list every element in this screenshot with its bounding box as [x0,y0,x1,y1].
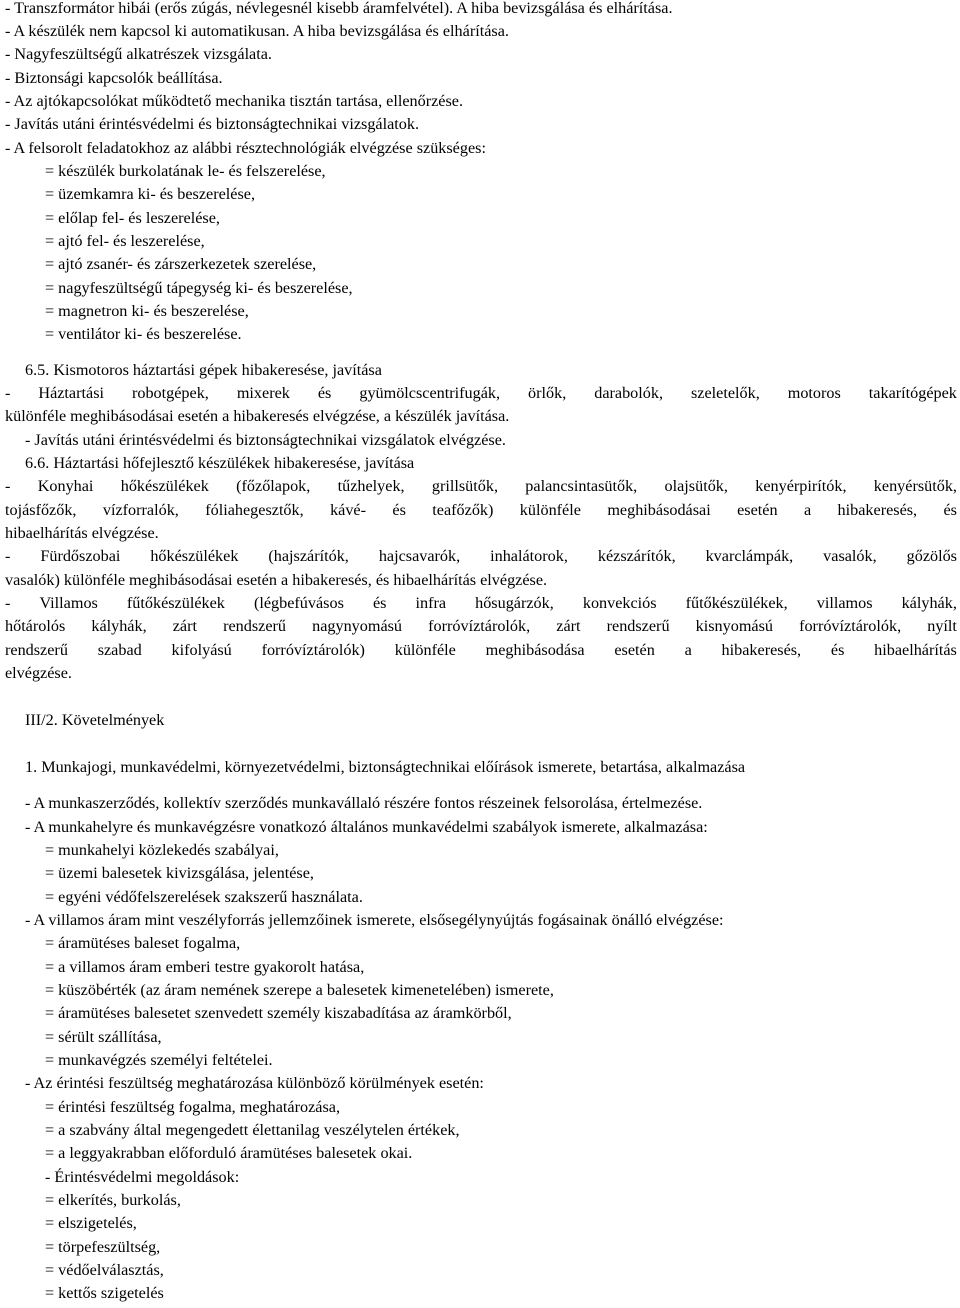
section-heading: 6.6. Háztartási hőfejlesztő készülékek hibakeresése, javítása [25,454,415,472]
word: meghibásodása [485,641,585,659]
list-item: = elkerítés, burkolás, [45,1191,181,1209]
list-item: = magnetron ki- és beszerelése, [45,302,249,320]
word: Konyhai [37,477,94,495]
text-line: - Az ajtókapcsolókat működtető mechanika tisztán tartása, ellenőrzése. [5,92,464,110]
word: kisnyomású [695,617,773,635]
list-item: = áramütéses baleset fogalma, [45,934,241,952]
justified-line [5,475,957,497]
word: palancsintasütők, [525,477,638,495]
word: kifolyású [171,641,232,659]
word: Villamos [39,594,98,612]
list-item: = készülék burkolatának le- és felszerelése, [45,162,326,180]
list-item: = a szabvány által megengedett élettanilag veszélytelen értékek, [45,1121,460,1139]
text-line: - Javítás utáni érintésvédelmi és biztonságtechnikai vizsgálatok elvégzése. [25,431,506,449]
word: és [392,501,406,519]
word: grillsütők, [431,477,498,495]
word: szabad [97,641,142,659]
word: hőkészülékek [150,547,239,565]
word: és [372,594,387,612]
text-line: - A munkahelyre és munkavégzésre vonatkozó általános munkavédelmi szabályok ismerete, alkalmazása: [25,818,708,836]
word: fóliahegesztők, [205,501,304,519]
word: és [830,641,845,659]
word: robotgépek, [131,384,209,402]
word: hibaelhárítás [874,641,957,659]
word: hajcsavarók, [378,547,461,565]
list-item: = a leggyakrabban előforduló áramütéses balesetek okai. [45,1144,413,1162]
word: forróvíztárolók, [428,617,531,635]
list-item: = kettős szigetelés [45,1284,164,1302]
list-item: = sérült szállítása, [45,1028,162,1046]
word: inhalátorok, [490,547,568,565]
word: rendszerű [606,617,670,635]
text-line: különféle meghibásodásai esetén a hibakeresés elvégzése, a készülék javítása. [5,407,510,425]
word: kenyérpirítók, [755,477,847,495]
word: a [684,641,692,659]
word: olajsütők, [664,477,728,495]
justified-line [5,615,957,637]
list-item: = munkahelyi közlekedés szabályai, [45,841,279,859]
word: rendszerű [223,617,287,635]
justified-line [5,382,957,404]
word: motoros [787,384,841,402]
word: kávé- [330,501,367,519]
list-item: = egyéni védőfelszerelések szakszerű használata. [45,888,363,906]
text-line: - A munkaszerződés, kollektív szerződés munkavállaló részére fontos részeinek felsorolása, értelmezése. [25,794,703,812]
word: Háztartási [38,384,104,402]
text-line: elvégzése. [5,664,72,682]
list-item: = munkavégzés személyi feltételei. [45,1051,273,1069]
word: (légbefúvásos [253,594,344,612]
word: tűzhelyek, [337,477,405,495]
word: zárt [556,617,581,635]
word: különféle [394,641,456,659]
text-line: - Transzformátor hibái (erős zúgás, névlegesnél kisebb áramfelvétel). A hiba bevizsgálása és elhárítása. [5,0,673,17]
word: gyümölcscentrifugák, [359,384,501,402]
word: kézszárítók, [597,547,676,565]
list-item: = ventilátor ki- és beszerelése. [45,325,242,343]
word: nyílt [927,617,957,635]
word: a [803,501,812,519]
word: infra [415,594,447,612]
text-line: - A villamos áram mint veszélyforrás jellemzőinek ismerete, elsősegélynyújtás fogásainak önálló elvégzése: [25,911,724,929]
word: zárt [172,617,197,635]
list-item: = üzemkamra ki- és beszerelése, [45,185,256,203]
list-item: = elszigetelés, [45,1214,137,1232]
word: vízforralók, [102,501,179,519]
section-heading: III/2. Követelmények [25,711,165,729]
list-item: = előlap fel- és leszerelése, [45,209,220,227]
word: szeletelők, [691,384,760,402]
word: (főzőlapok, [236,477,311,495]
word: és [317,384,332,402]
word: tojásfőzők, [5,501,77,519]
word: - [5,384,11,402]
word: kenyérsütők, [873,477,957,495]
word: fűtőkészülékek, [685,594,788,612]
text-line: - Biztonsági kapcsolók beállítása. [5,69,223,87]
justified-line [5,499,957,521]
list-item: = üzemi balesetek kivizsgálása, jelentése, [45,864,314,882]
word: - [5,594,11,612]
word: nagynyomású [312,617,403,635]
text-line: - A készülék nem kapcsol ki automatikusan. A hiba bevizsgálása és elhárítása. [5,22,509,40]
word: Fürdőszobai [40,547,121,565]
text-line: - Javítás utáni érintésvédelmi és biztonságtechnikai vizsgálatok. [5,115,420,133]
word: hőtárolós [5,617,66,635]
word: hibakeresés, [721,641,802,659]
word: konvekciós [582,594,657,612]
word: - [5,477,11,495]
word: teafőzők) [432,501,494,519]
list-item: = a villamos áram emberi testre gyakorolt hatása, [45,958,365,976]
word: gőzölős [906,547,957,565]
list-item: = védőelválasztás, [45,1261,164,1279]
word: rendszerű [5,641,68,659]
word: forróvíztárolók) [261,641,365,659]
word: hősugárzók, [475,594,554,612]
word: örlők, [528,384,567,402]
word: - [5,547,11,565]
word: (hajszárítók, [268,547,349,565]
text-line: hibaelhárítás elvégzése. [5,524,159,542]
justified-line [5,592,957,614]
list-item: = törpefeszültség, [45,1238,161,1256]
word: esetén [614,641,655,659]
word: fűtőkészülékek [126,594,225,612]
section-heading: 6.5. Kismotoros háztartási gépek hibakeresése, javítása [25,361,382,379]
section-heading: 1. Munkajogi, munkavédelmi, környezetvédelmi, biztonságtechnikai előírások ismerete, betartása, alkalmazása [25,758,746,776]
text-line: - Nagyfeszültségű alkatrészek vizsgálata. [5,45,272,63]
list-item: = nagyfeszültségű tápegység ki- és beszerelése, [45,279,353,297]
word: takarítógépek [868,384,957,402]
justified-line [5,639,957,661]
list-item: - Érintésvédelmi megoldások: [45,1168,240,1186]
word: meghibásodásai [607,501,711,519]
justified-line [5,545,957,567]
word: esetén [737,501,778,519]
word: vasalók, [823,547,877,565]
word: hőkészülékek [120,477,209,495]
list-item: = ajtó zsanér- és zárszerkezetek szerelése, [45,255,317,273]
word: mixerek [236,384,290,402]
list-item: = áramütéses balesetet szenvedett személy kiszabadítása az áramkörből, [45,1004,512,1022]
word: kályhák, [91,617,147,635]
text-line: - Az érintési feszültség meghatározása különböző körülmények esetén: [25,1074,484,1092]
word: hibakeresés, [837,501,918,519]
word: kályhák, [901,594,957,612]
word: forróvíztárolók, [799,617,902,635]
word: kvarclámpák, [705,547,794,565]
text-line: - A felsorolt feladatokhoz az alábbi résztechnológiák elvégzése szükséges: [5,139,486,157]
word: és [943,501,957,519]
list-item: = érintési feszültség fogalma, meghatározása, [45,1098,340,1116]
word: különféle [519,501,581,519]
list-item: = küszöbérték (az áram nemének szerepe a balesetek kimenetelében) ismerete, [45,981,554,999]
text-line: vasalók) különféle meghibásodásai esetén a hibakeresés, és hibaelhárítás elvégzése. [5,571,548,589]
word: darabolók, [594,384,664,402]
word: villamos [816,594,873,612]
list-item: = ajtó fel- és leszerelése, [45,232,205,250]
